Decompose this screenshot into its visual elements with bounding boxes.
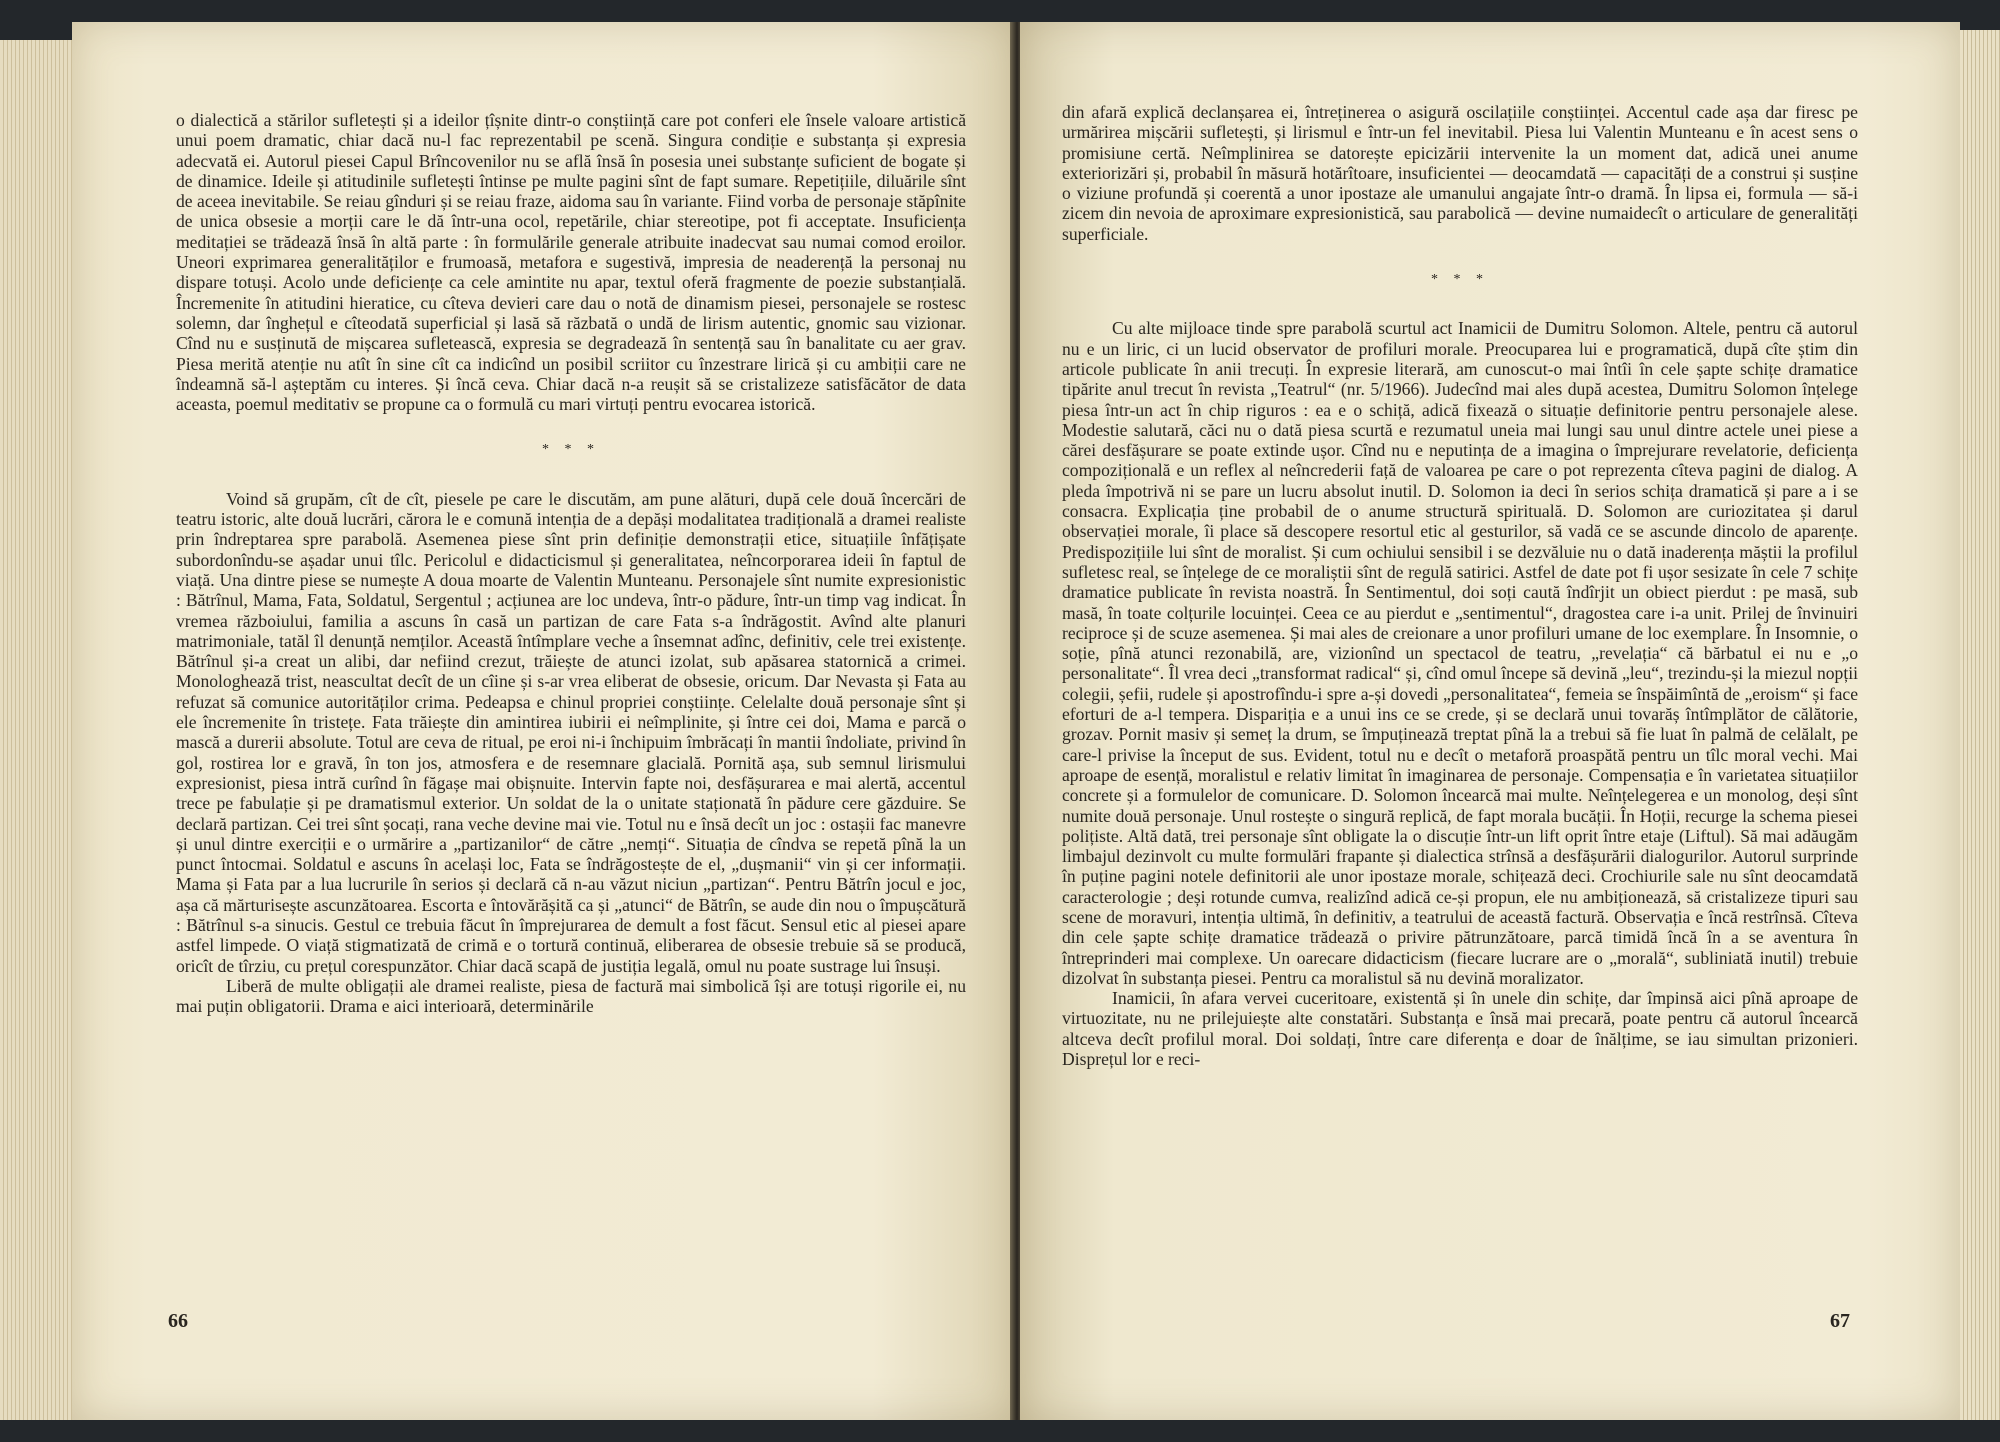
left-paragraph-2: Voind să grupăm, cît de cît, piesele pe care le discutăm, am pune alături, după cele două încercări de teatru istoric, alte două lucrări, cărora le e comună intenția de a depăși modalitatea tradițională a dramei realiste prin îndreptarea spre parabolă. Asemenea piese sînt prin definiție demonstrații etice, situațiile înfățișate subordonîndu-se așadar unui tîlc. Pericolul e didacticismul și generalitatea, neîncorporarea ideii în faptul de viață. Una dintre piese se numește A doua moarte de Valentin Munteanu. Personajele sînt numite expresionistic : Bătrînul, Mama, Fata, Soldatul, Sergentul ; acțiunea are loc undeva, într-o pădure, într-un timp vag indicat. În vremea războiului, familia a ascuns în casă un partizan de care Fata s-a îndrăgostit. Avînd alte planuri matrimoniale, tatăl îl denunță nemților. Această întîmplare veche a însemnat adînc, definitiv, cele trei existențe. Bătrînul și-a creat un alibi, dar nefiind crezut, trăiește de atunci izolat, sub apăsarea statornică a crimei. Monologhează trist, neascultat decît de un cîine și s-ar vrea eliberat de obsesie, oricum. Dar Nevasta și Fata au refuzat să comunice autorităților crima. Pedeapsa e chinul propriei conștiințe. Celelalte două personaje sînt și ele încremenite în tristețe. Fata trăiește din amintirea iubirii ei neîmplinite, și între cei doi, Mama e parcă o mască a durerii absolute. Totul are ceva de ritual, pe eroi ni-i închipuim îmbrăcați în mantii îndoliate, privind în gol, rostirea lor e gravă, în ton jos, atmosfera e de resemnare glacială. Pornită așa, sub semnul lirismului expresionist, piesa intră curînd în făgașe mai obișnuite. Intervin fapte noi, desfășurarea e mai alertă, accentul trece pe fabulație și pe dramatismul exterior. Un soldat de la o unitate staționată în pădure cere găzduire. Se declară partizan. Cei trei sînt șocați, rana veche devine mai vie. Totul nu e însă decît un joc : ostașii fac manevre și unul dintre exerciții e o urmărire a „partizanilor“ de către „nemți“. Situația de cîndva se repetă pînă la un punct întocmai. Soldatul e ascuns în același loc, Fata se îndrăgostește de el, „dușmanii“ vin și cer informații. Mama și Fata par a lua lucrurile în serios și declară că n-au văzut niciun „partizan“. Pentru Bătrîn jocul e joc, așa că mărturisește ascunzătoarea. Escorta e întovărășită ca și „atunci“ de Bătrîn, se aude din nou o împușcătură : Bătrînul s-a sinucis. Gestul ce trebuia făcut în împrejurarea de demult a fost făcut. Sensul etic al piesei apare astfel limpede. O viață stigmatizată de crimă e o tortură continuă, eliberarea de obsesie trebuie să se producă, oricît de tîrziu, cu prețul corespunzător. Chiar dacă scapă de justiția legală, omul nu poate sustrage lui însuși.	[176, 488, 966, 976]
section-separator: * * *	[542, 442, 600, 458]
left-paragraph-3: Liberă de multe obligații ale dramei realiste, piesa de factură mai simbolică își are totuși rigorile ei, nu mai puțin obligatorii. Drama e aici interioară, determinările	[176, 975, 966, 1017]
left-page-text	[176, 110, 966, 1016]
right-page-text	[1062, 102, 1858, 1069]
left-paragraph-1: o dialectică a stărilor sufletești și a ideilor țîșnite dintr-o conștiință care pot conferi ele însele valoare artistică unui poem dramatic, chiar dacă nu-l fac reprezentabil pe scenă. Singura condiție e substanța și expresia adecvată ei. Autorul piesei Capul Brîncovenilor nu se află însă în posesia unei substanțe suficient de bogate și de dinamice. Ideile și atitudinile sufletești întinse pe multe pagini sînt de fapt sumare. Repetițiile, diluările sînt de aceea inevitabile. Se reiau gînduri și se reiau fraze, aidoma sau în variante. Fiind vorba de personaje stăpînite de unica obsesie a morții care le dă într-una ocol, repetările, chiar stereotipe, pot fi acceptate. Insuficiența meditației se trădează însă în altă parte : în formulările generale atribuite inadecvat sau numai comod eroilor. Uneori exprimarea generalităților e frumoasă, metafora e sugestivă, impresia de neaderență la personaj nu dispare totuși. Acolo unde deficiențe ca cele amintite nu apar, textul oferă fragmente de poezie substanțială. Încremenite în atitudini hieratice, cu cîteva devieri care dau o notă de dinamism piesei, personajele se rostesc solemn, dar înghețul e cîteodată superficial și lasă să răzbată o undă de lirism autentic, gnomic sau vizionar. Cînd nu e susținută de mișcarea sufletească, expresia se degradează în sentență sau în banalitate cu aer grav. Piesa merită atenție nu atît în sine cît ca indicînd un posibil scriitor cu înzestrare lirică și cu ambiții care ne îndeamnă să-l așteptăm cu interes. Și încă ceva. Chiar dacă n-a reușit să se cristalizeze satisfăcător de data aceasta, poemul meditativ se propune ca o formulă cu mari virtuți pentru evocarea istorică.	[176, 110, 966, 415]
page-edges-left	[0, 40, 72, 1420]
right-paragraph-2: Cu alte mijloace tinde spre parabolă scurtul act Inamicii de Dumitru Solomon. Altele, pentru că autorul nu e un liric, ci un lucid observator de profiluri morale. Preocuparea lui e programatică, după cîte știm din articole publicate în anii trecuți. În expresie literară, am cunoscut-o mai întîi în cele șapte schițe dramatice tipărite anul trecut în revista „Teatrul“ (nr. 5/1966). Judecînd mai ales după acestea, Dumitru Solomon înțelege piesa într-un act în chip riguros : ea e o schiță, adică fixează o situație definitorie pentru personajele alese. Modestie salutară, căci nu o dată piesa scurtă e rezumatul uneia mai lungi sau unul dintre actele unei piese a cărei desfășurare se poate extinde ușor. Cînd nu e neputința de a imagina o împrejurare revelatorie, deficiența compozițională e un reflex al neîncrederii față de valoarea pe care o pot reprezenta cîteva pagini de dialog. A pleda împotrivă ni se pare un lucru absolut inutil. D. Solomon ia deci în serios schița dramatică și pare a i se consacra. Explicația ține probabil de o anume structură spirituală. D. Solomon are curiozitatea și darul observației morale, îi place să descopere resortul etic al gesturilor, să vadă ce se ascunde dincolo de aparențe. Predispozițiile lui sînt de moralist. Și cum ochiului sensibil i se dezvăluie nu o dată inaderența măștii la profilul sufletesc real, se înțelege de ce moraliștii sînt de regulă satirici. Astfel de date pot fi ușor sesizate în cele 7 schițe dramatice publicate în revista noastră. În Sentimentul, doi soți caută îndîrjit un obiect pierdut : pe masă, sub masă, în toate colțurile locuinței. Ceea ce au pierdut e „sentimentul“, dragostea care i-a unit. Prilej de învinuiri reciproce și de scuze asemenea. Și mai ales de creionare a unor profiluri umane de loc exemplare. În Insomnie, o soție, pînă atunci rezonabilă, are, vizionînd un spectacol de teatru, „revelația“ că bărbatul ei nu e „o personalitate“. Îl vrea deci „transformat radical“ și, cînd omul începe să devină „leu“, trezindu-și la miezul nopții colegii, șefii, rudele și apostrofîndu-i spre a-și dovedi „personalitatea“, femeia se înspăimîntă de „eroism“ și face eforturi de a-l tempera. Dispariția e a unui ins ce se crede, și se declară unui tovarăș întîmplător de călătorie, grozav. Pornit masiv și semeț la drum, se împuținează treptat pînă la a trebui să fie luat în palmă de celălalt, pe care-l privise la început de sus. Evident, totul nu e decît o metaforă proaspătă pentru un tîlc moral vechi. Mai aproape de esență, moralistul e relativ limitat în imaginarea de personaje. Compensația e în varietatea situațiilor concrete și a formulelor de comunicare. D. Solomon încearcă mai multe. Neînțelegerea e un monolog, deși sînt numite două personaje. Unul rostește o singură replică, de fapt morala bucății. În Hoții, recurge la schema piesei polițiste. Altă dată, trei personaje sînt obligate la o discuție într-un lift oprit între etaje (Liftul). Să mai adăugăm limbajul dezinvolt cu multe formulări frapante și dialectica strînsă a desfășurării dialogurilor. Autorul surprinde în puține pagini notele definitorii ale unor ipostaze morale, schițează deci. Crochiurile sale nu sînt deocamdată caracterologie ; deși rotunde cumva, realizînd adică ce-și propun, ele nu ambiționează, să cristalizeze tipuri sau scene de moravuri, intenția ultimă, în definitiv, a teatrului de această factură. Observația e încă restrînsă. Cîteva din cele șapte schițe dramatice trădează o privire pătrunzătoare, parcă timidă încă în a se aventura în întreprinderi mai complexe. Un oarecare didacticism (fiecare lucrare are o „morală“, subliniată inutil) trebuie dizolvat în substanța piesei. Pentru ca moralistul să nu devină moralizator.	[1062, 318, 1858, 988]
right-paragraph-1: din afară explică declanșarea ei, întreținerea o asigură oscilațiile conștiinței. Accentul cade așa dar firesc pe urmărirea mișcării sufletești, și lirismul e într-un fel inevitabil. Piesa lui Valentin Munteanu e în acest sens o promisiune certă. Neîmplinirea se datorește epicizării intervenite la un moment dat, adică unei anume exteriorizări și, probabil în măsură hotărîtoare, insuficientei — deocamdată — capacități de a construi și susține o viziune profundă și coerentă a unor ipostaze ale umanului angajate într-o dramă. În lipsa ei, formula — să-i zicem din nevoia de aproximare expresionistică, sau parabolică — devine numaidecît o articulare de generalități superficiale.	[1062, 102, 1858, 244]
right-paragraph-3: Inamicii, în afara vervei cuceritoare, existentă și în unele din schițe, dar împinsă aici pînă aproape de virtuozitate, nu ne prilejuiește alte constatări. Substanța e însă mai precară, poate pentru că autorul încearcă altceva decît profilul moral. Doi soldați, între care diferența e doar de înălțime, se iau simultan prizonieri. Disprețul lor e reci-	[1062, 988, 1858, 1070]
page-edges-right	[1960, 30, 2000, 1420]
page-number-left: 66	[168, 1310, 188, 1332]
left-page	[72, 22, 1014, 1420]
section-separator: * * *	[1431, 272, 1489, 288]
page-number-right: 67	[1830, 1310, 1850, 1332]
right-page	[1020, 22, 1960, 1420]
